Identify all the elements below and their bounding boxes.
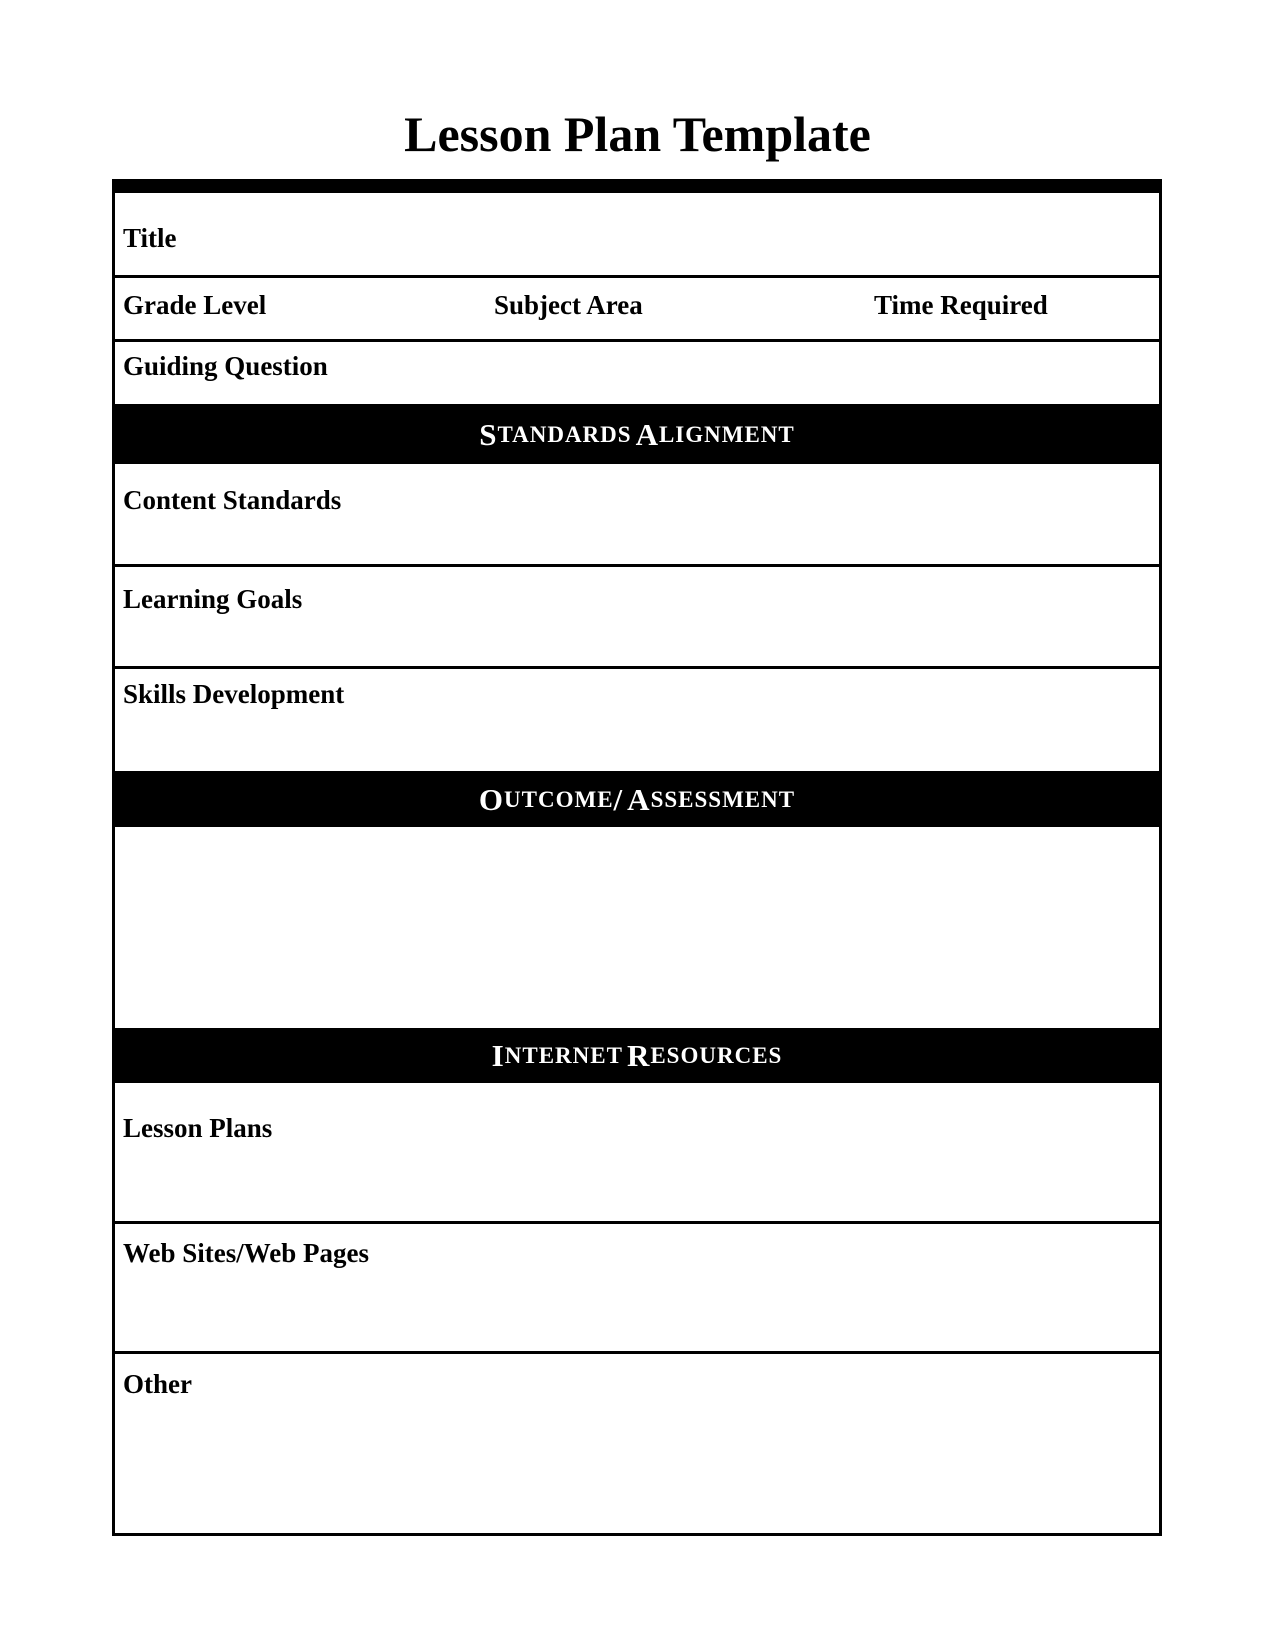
table-top-bar <box>115 179 1159 193</box>
document-title: Lesson Plan Template <box>404 106 871 162</box>
section-header-internet-resources: I NTERNET R ESOURCES <box>115 1028 1159 1083</box>
content-standards-field[interactable] <box>115 464 1159 567</box>
web-sites-field[interactable] <box>115 1224 1159 1354</box>
other-field[interactable] <box>115 1354 1159 1515</box>
learning-goals-field[interactable] <box>115 567 1159 669</box>
skills-development-field[interactable] <box>115 669 1159 771</box>
time-required-label: Time Required <box>874 290 1048 320</box>
lesson-plan-table <box>112 179 1162 1536</box>
title-label: Title <box>123 223 177 253</box>
section-header-outcome-assessment: O UTCOME / A SSESSMENT <box>115 771 1159 827</box>
outcome-assessment-input-area[interactable] <box>115 827 1159 1028</box>
web-sites-label: Web Sites/Web Pages <box>123 1238 370 1268</box>
guiding-question-field[interactable] <box>115 342 1159 404</box>
grade-subject-time-field[interactable] <box>115 278 1159 342</box>
other-label: Other <box>123 1369 192 1399</box>
title-field[interactable] <box>115 193 1159 278</box>
lesson-plans-field[interactable] <box>115 1083 1159 1224</box>
section-header-standards-alignment: S TANDARDS A LIGNMENT <box>115 404 1159 464</box>
subject-area-label: Subject Area <box>494 290 643 320</box>
grade-level-label: Grade Level <box>123 290 267 320</box>
skills-development-label: Skills Development <box>123 679 345 709</box>
content-standards-label: Content Standards <box>123 485 342 515</box>
guiding-question-label: Guiding Question <box>123 351 328 381</box>
lesson-plans-label: Lesson Plans <box>123 1113 273 1143</box>
learning-goals-label: Learning Goals <box>123 584 303 614</box>
